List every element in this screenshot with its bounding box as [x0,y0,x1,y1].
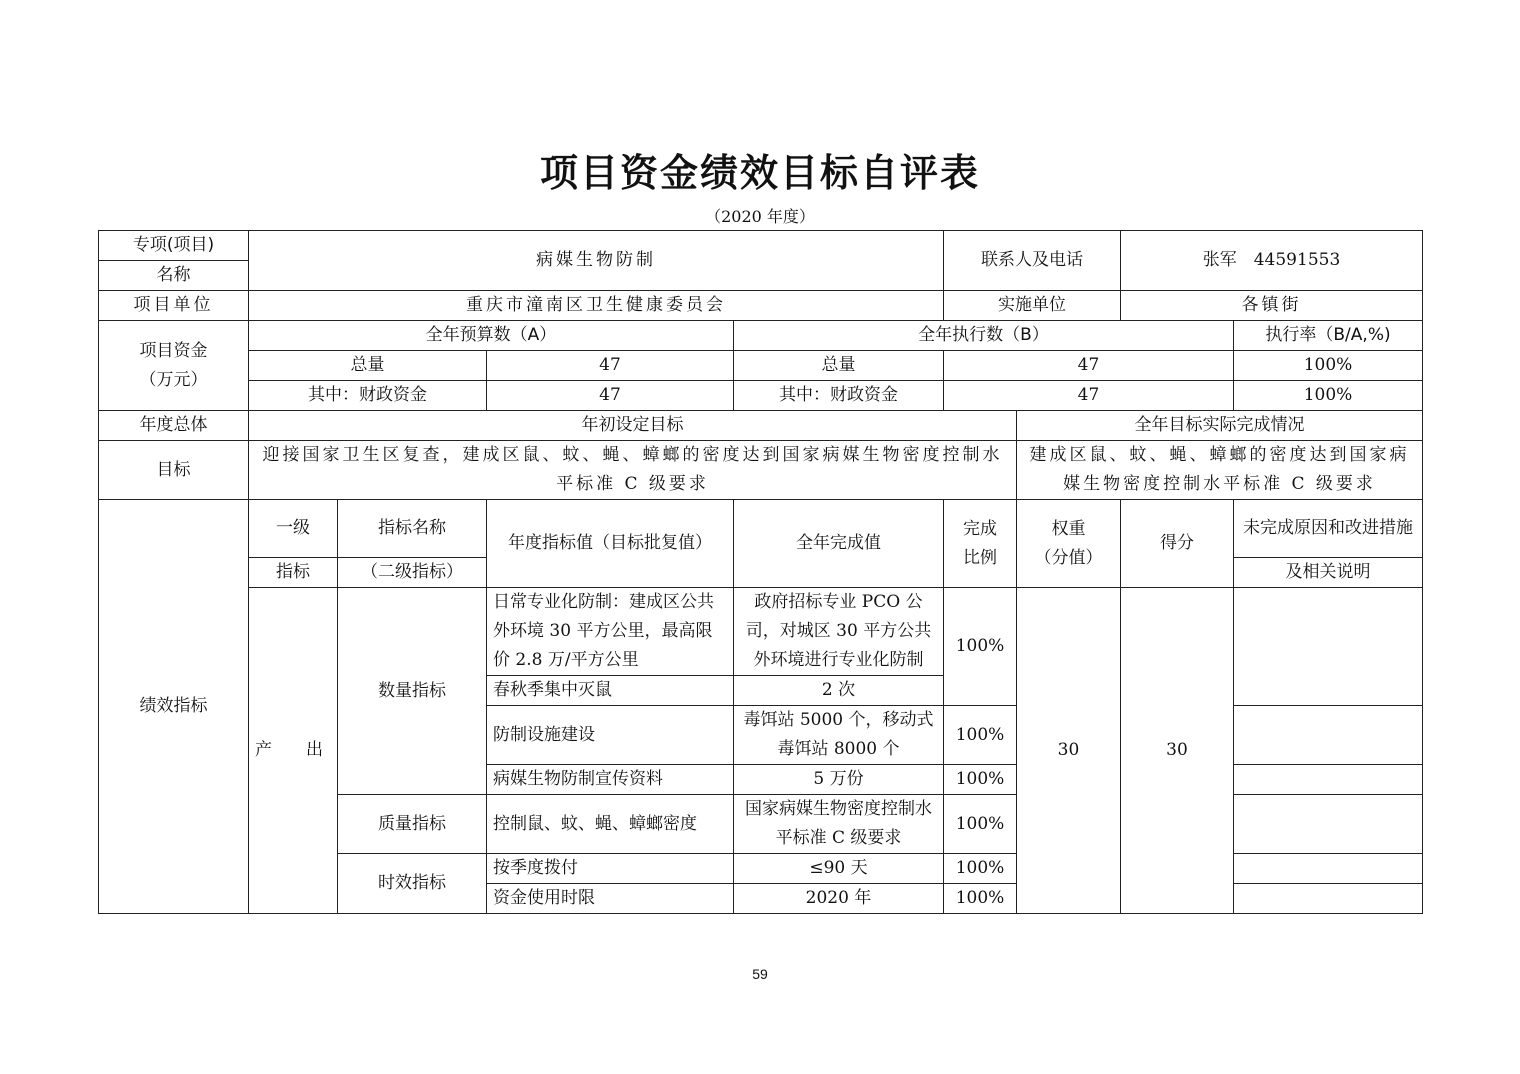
table-row [99,588,1423,647]
funds-header-row [99,321,1423,351]
header-name-b: （二级指标） [338,558,487,588]
document-year: （2020 年度） [705,207,815,226]
header-ratio-a: 完成 [963,518,997,539]
weight-value: 30 [1017,588,1121,914]
header-reason-a: 未完成原因和改进措施 [1234,500,1423,558]
contact-value: 张军 44591553 [1121,231,1423,291]
exec-total-label: 总量 [734,351,944,381]
row-actual: 5 万份 [734,765,944,795]
goals-initial-text: 迎接国家卫生区复查，建成区鼠、蚊、蝇、蟑螂的密度达到国家病媒生物密度控制水平标准 C 级要求 [249,441,1017,500]
row-ratio: 100% [944,706,1017,765]
row-actual: 2 次 [734,676,944,706]
funds-label [99,321,249,411]
exec-fiscal-value: 47 [944,381,1234,411]
header-target: 年度指标值（目标批复值） [487,500,734,588]
exec-fiscal-label: 其中：财政资金 [734,381,944,411]
impl-unit-label: 实施单位 [944,291,1121,321]
row-reason [1234,884,1423,914]
category-quantity: 数量指标 [338,588,487,795]
row-target: 按季度拨付 [487,854,734,884]
row-target: 春秋季集中灭鼠 [487,676,734,706]
header-weight-a: 权重 [1051,518,1086,539]
perf-label: 绩效指标 [99,500,249,914]
row-ratio: 100% [944,588,1017,706]
exec-header: 全年执行数（B） [734,321,1234,351]
row-reason [1234,706,1423,765]
row-target: 资金使用时限 [487,884,734,914]
goals-label-1: 年度总体 [99,411,249,441]
project-unit-value: 重庆市潼南区卫生健康委员会 [249,291,944,321]
goals-actual-text: 建成区鼠、蚊、蝇、蟑螂的密度达到国家病媒生物密度控制水平标准 C 级要求 [1017,441,1423,500]
funds-total-row [99,351,1423,381]
row-actual: 政府招标专业 PCO 公司，对城区 30 平方公共外环境进行专业化防制 [734,588,944,676]
row-actual: 国家病媒生物密度控制水平标准 C 级要求 [734,795,944,854]
row-target: 日常专业化防制：建成区公共外环境 30 平方公里，最高限价 2.8 万/平方公里 [487,588,734,676]
row-reason [1234,588,1423,706]
score-value: 30 [1121,588,1234,914]
project-name-label-1: 专项(项目) [99,231,249,261]
row-actual: 2020 年 [734,884,944,914]
level1-output: 产 出 [249,588,338,914]
header-ratio [944,500,1017,588]
row-target: 病媒生物防制宣传资料 [487,765,734,795]
funds-fiscal-row [99,381,1423,411]
header-weight [1017,500,1121,588]
header-weight-b: （分值） [1034,547,1103,568]
goals-actual-header: 全年目标实际完成情况 [1017,411,1423,441]
rate-total-value: 100% [1234,351,1423,381]
rate-header: 执行率（B/A,%) [1234,321,1423,351]
page-number: 59 [752,966,768,982]
category-quality: 质量指标 [338,795,487,854]
goals-initial-header: 年初设定目标 [249,411,1017,441]
funds-label-2: （万元） [139,369,208,390]
perf-header-row-1 [99,500,1423,558]
budget-fiscal-value: 47 [487,381,734,411]
header-name-a: 指标名称 [338,500,487,558]
budget-header: 全年预算数（A） [249,321,734,351]
row-ratio: 100% [944,854,1017,884]
row-actual: ≤90 天 [734,854,944,884]
header-level1-a: 一级 [249,500,338,558]
budget-total-value: 47 [487,351,734,381]
budget-total-label: 总量 [249,351,487,381]
row-ratio: 100% [944,795,1017,854]
contact-label: 联系人及电话 [944,231,1121,291]
project-name-value: 病媒生物防制 [249,231,944,291]
header-actual: 全年完成值 [734,500,944,588]
row-ratio: 100% [944,884,1017,914]
header-level1-b: 指标 [249,558,338,588]
evaluation-table [98,230,1423,914]
header-ratio-b: 比例 [963,547,997,568]
category-time: 时效指标 [338,854,487,914]
project-name-label-2: 名称 [99,261,249,291]
row-target: 防制设施建设 [487,706,734,765]
funds-label-1: 项目资金 [139,340,208,361]
project-name-row [99,231,1423,261]
row-reason [1234,795,1423,854]
row-actual: 毒饵站 5000 个，移动式毒饵站 8000 个 [734,706,944,765]
exec-total-value: 47 [944,351,1234,381]
goals-content-row [99,441,1423,500]
project-unit-label: 项目单位 [99,291,249,321]
budget-fiscal-label: 其中：财政资金 [249,381,487,411]
rate-fiscal-value: 100% [1234,381,1423,411]
row-target: 控制鼠、蚊、蝇、蟑螂密度 [487,795,734,854]
row-reason [1234,765,1423,795]
document-title: 项目资金绩效目标自评表 [539,151,980,195]
header-score: 得分 [1121,500,1234,588]
goals-header-row [99,411,1423,441]
row-ratio: 100% [944,765,1017,795]
row-reason [1234,854,1423,884]
unit-row [99,291,1423,321]
header-reason-b: 及相关说明 [1234,558,1423,588]
goals-label-2: 目标 [99,441,249,500]
impl-unit-value: 各镇街 [1121,291,1423,321]
